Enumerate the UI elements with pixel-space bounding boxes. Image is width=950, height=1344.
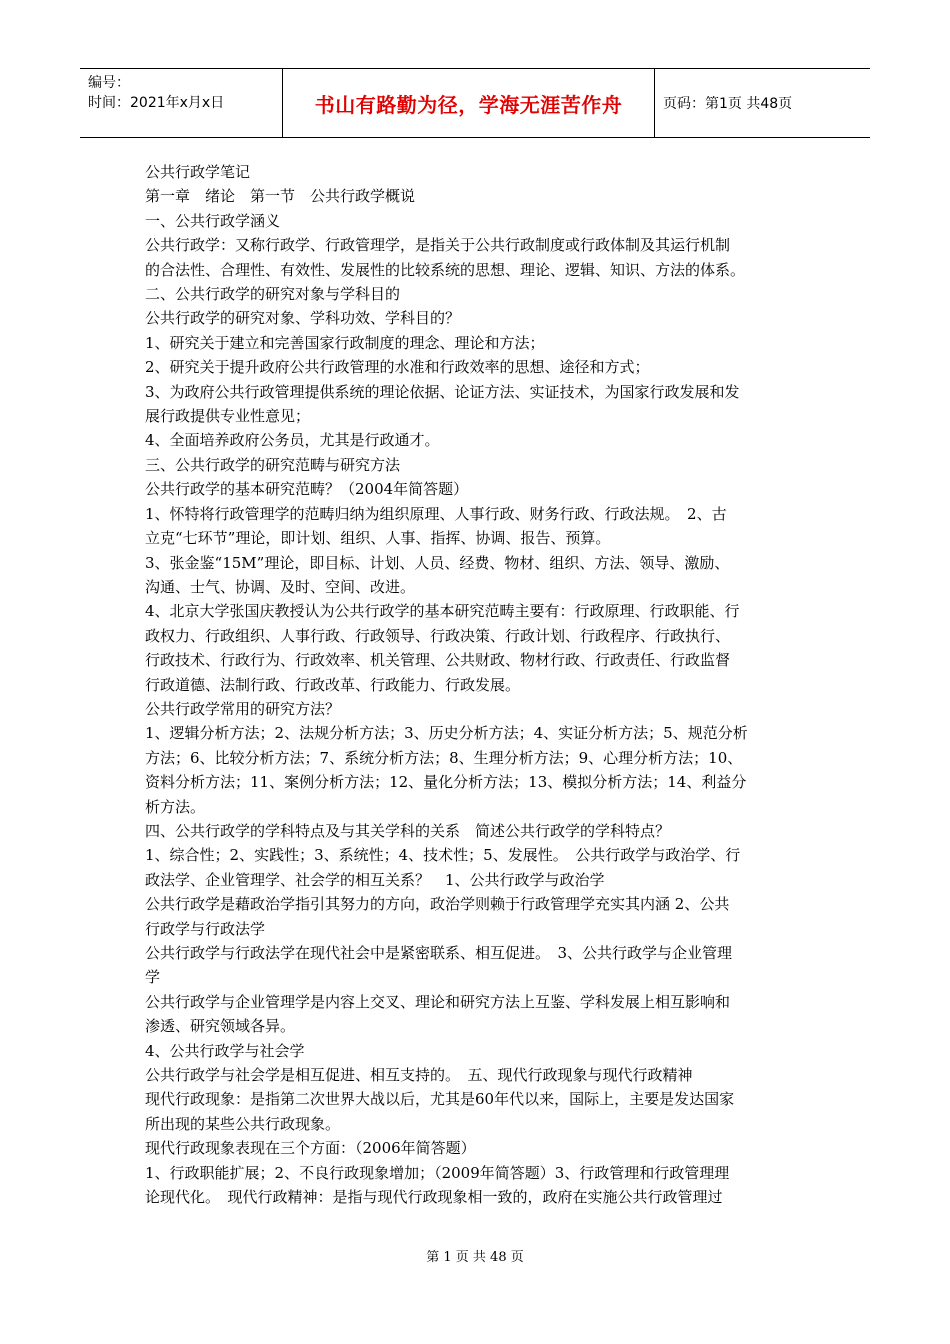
- text-line: 四、公共行政学的学科特点及与其关学科的关系 简述公共行政学的学科特点？: [145, 821, 671, 840]
- text-line: 公共行政学与社会学是相互促进、相互支持的。 五、现代行政现象与现代行政精神: [145, 1066, 693, 1085]
- text-line: 资料分析方法；11、案例分析方法；12、量化分析方法；13、模拟分析方法；14、利益分: [145, 773, 747, 792]
- text-line: 渗透、研究领域各异。: [145, 1017, 296, 1036]
- text-line: 公共行政学的基本研究范畴？（2004年简答题）: [145, 480, 469, 499]
- text-line: 行政技术、行政行为、行政效率、机关管理、公共财政、物材行政、行政责任、行政监督: [145, 651, 731, 670]
- time-label: 时间：2021年x月x日: [88, 95, 225, 111]
- text-line: 4、公共行政学与社会学: [145, 1041, 305, 1060]
- page-footer: 第 1 页 共 48 页: [426, 1250, 524, 1265]
- document-body: [145, 160, 807, 1209]
- header-page-cell: [655, 69, 870, 137]
- text-line: 1、综合性；2、实践性；3、系统性；4、技术性；5、发展性。 公共行政学与政治学、行: [145, 846, 741, 865]
- text-line: 方法；6、比较分析方法；7、系统分析方法；8、生理分析方法；9、心理分析方法；10、: [145, 748, 743, 767]
- text-line: 3、为政府公共行政管理提供系统的理论依据、论证方法、实证技术，为国家行政发展和发: [145, 382, 740, 401]
- text-line: 展行政提供专业性意见；: [145, 407, 311, 426]
- text-line: 公共行政学：又称行政学、行政管理学，是指关于公共行政制度或行政体制及其运行机制: [145, 236, 731, 255]
- text-line: 立克“七环节”理论，即计划、组织、人事、指挥、协调、报告、预算。: [145, 529, 611, 548]
- text-line: 1、行政职能扩展；2、不良行政现象增加；（2009年简答题）3、行政管理和行政管理理: [145, 1163, 730, 1182]
- text-line: 沟通、士气、协调、及时、空间、改进。: [145, 577, 416, 596]
- text-line: 1、逻辑分析方法；2、法规分析方法；3、历史分析方法；4、实证分析方法；5、规范分析: [145, 724, 748, 743]
- text-line: 公共行政学常用的研究方法？: [145, 699, 341, 718]
- text-line: 2、研究关于提升政府公共行政管理的水准和行政效率的思想、途径和方式；: [145, 358, 650, 377]
- header-motto-cell: [282, 69, 655, 137]
- text-line: 现代行政现象表现在三个方面：（2006年简答题）: [145, 1139, 476, 1158]
- text-line: 4、全面培养政府公务员，尤其是行政通才。: [145, 431, 440, 450]
- text-line: 第一章 绪论 第一节 公共行政学概说: [145, 187, 416, 206]
- text-line: 行政道德、法制行政、行政改革、行政能力、行政发展。: [145, 675, 521, 694]
- text-line: 公共行政学是藉政治学指引其努力的方向，政治学则赖于行政管理学充实其内涵 2、公共: [145, 895, 730, 914]
- text-line: 1、研究关于建立和完善国家行政制度的理念、理论和方法；: [145, 333, 545, 352]
- text-line: 学: [145, 968, 161, 987]
- text-line: 二、公共行政学的研究对象与学科目的: [145, 285, 401, 304]
- text-line: 论现代化。 现代行政精神：是指与现代行政现象相一致的，政府在实施公共行政管理过: [145, 1188, 723, 1207]
- number-label: 编号：: [88, 75, 130, 91]
- page-label: 页码：第1页 共48页: [663, 96, 793, 112]
- text-line: 1、怀特将行政管理学的范畴归纳为组织原理、人事行政、财务行政、行政法规。 2、古: [145, 504, 727, 523]
- motto: 书山有路勤为径，学海无涯苦作舟: [314, 92, 623, 117]
- text-line: 三、公共行政学的研究范畴与研究方法: [145, 455, 401, 474]
- text-line: 公共行政学的研究对象、学科功效、学科目的？: [145, 309, 461, 328]
- header-left-cell: [80, 69, 282, 137]
- text-line: 现代行政现象：是指第二次世界大战以后，尤其是60年代以来，国际上，主要是发达国家: [145, 1090, 735, 1109]
- text-line: 政权力、行政组织、人事行政、行政领导、行政决策、行政计划、行政程序、行政执行、: [145, 626, 731, 645]
- text-line: 所出现的某些公共行政现象。: [145, 1114, 341, 1133]
- text-line: 4、北京大学张国庆教授认为公共行政学的基本研究范畴主要有：行政原理、行政职能、行: [145, 602, 740, 621]
- text-line: 行政学与行政法学: [145, 919, 266, 938]
- text-line: 公共行政学笔记: [145, 163, 251, 181]
- text-line: 一、公共行政学涵义: [145, 211, 281, 230]
- text-line: 公共行政学与企业管理学是内容上交叉、理论和研究方法上互鉴、学科发展上相互影响和: [145, 992, 731, 1011]
- text-line: 公共行政学与行政法学在现代社会中是紧密联系、相互促进。 3、公共行政学与企业管理: [145, 944, 733, 962]
- text-line: 的合法性、合理性、有效性、发展性的比较系统的思想、理论、逻辑、知识、方法的体系。: [145, 260, 746, 279]
- text-line: 析方法。: [145, 797, 206, 816]
- text-line: 政法学、企业管理学、社会学的相互关系？ 1、公共行政学与政治学: [145, 870, 605, 889]
- page-header: [80, 68, 870, 138]
- text-line: 3、张金鉴“15M”理论，即目标、计划、人员、经费、物材、组织、方法、领导、激励、: [145, 553, 730, 572]
